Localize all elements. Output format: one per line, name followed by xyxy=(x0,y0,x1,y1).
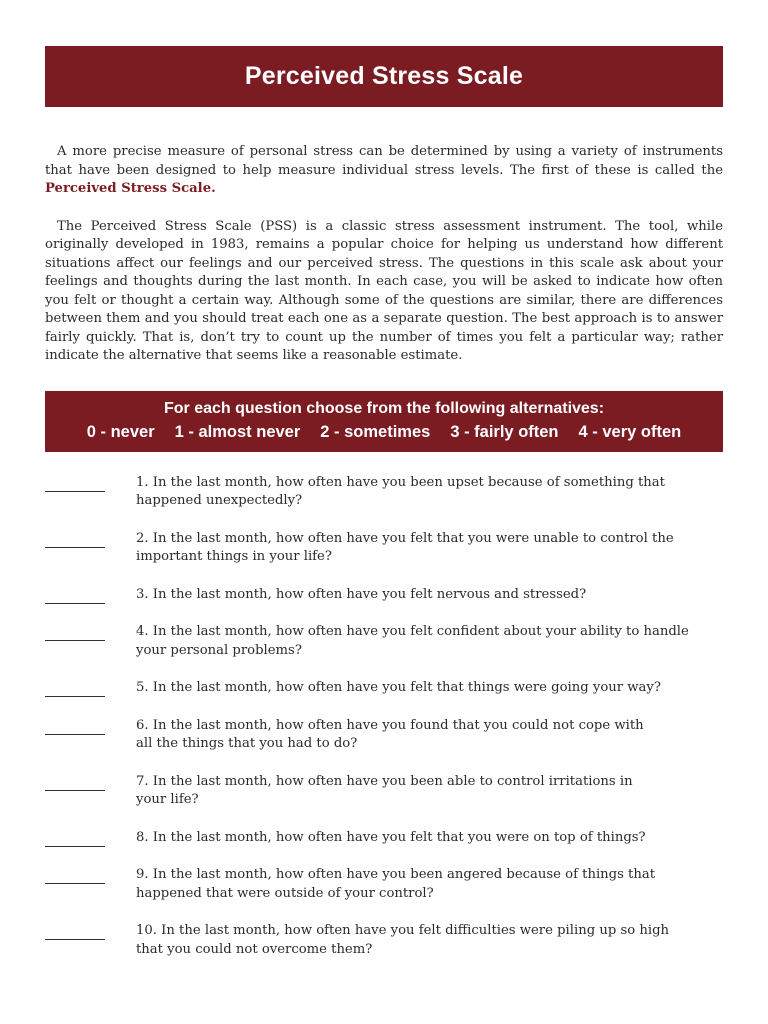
question-item xyxy=(45,586,723,605)
question-item xyxy=(45,717,723,754)
question-text: 8. In the last month, how often have you felt that you were on top of things? xyxy=(136,829,646,845)
option-never: 0 - never xyxy=(86,423,155,441)
document-page xyxy=(45,46,723,978)
alternatives-banner xyxy=(45,391,723,452)
alternatives-heading: For each question choose from the following alternatives: xyxy=(163,400,605,417)
answer-blank[interactable] xyxy=(45,774,105,791)
question-text: 5. In the last month, how often have you felt that things were going your way? xyxy=(136,680,661,695)
title-banner xyxy=(45,46,723,107)
option-almost-never: 1 - almost never xyxy=(174,423,301,441)
question-text: 10. In the last month, how often have you felt difficulties were piling up so high that you could not overcome them? xyxy=(136,923,670,957)
page-title: Perceived Stress Scale xyxy=(244,62,524,90)
question-item xyxy=(45,679,723,698)
option-fairly-often: 3 - fairly often xyxy=(450,423,559,441)
question-item xyxy=(45,530,723,567)
question-text: 9. In the last month, how often have you been angered because of things that happened that were outside of your control? xyxy=(136,867,656,901)
option-very-often: 4 - very often xyxy=(578,423,682,441)
intro-paragraph-1-text: A more precise measure of personal stress can be determined by using a variety of instruments that have been designed to help measure individual stress levels. The first of these is called the xyxy=(45,144,723,178)
intro-paragraph-1 xyxy=(45,143,723,199)
question-text: 7. In the last month, how often have you been able to control irritations in your life? xyxy=(136,773,633,807)
question-text: 4. In the last month, how often have you felt confident about your ability to handle your personal problems? xyxy=(136,624,689,658)
question-text: 1. In the last month, how often have you been upset because of something that happened unexpectedly? xyxy=(136,474,665,508)
answer-blank[interactable] xyxy=(45,718,105,735)
question-item xyxy=(45,623,723,660)
answer-blank[interactable] xyxy=(45,475,105,492)
question-item xyxy=(45,922,723,959)
question-item xyxy=(45,474,723,511)
question-text: 2. In the last month, how often have you felt that you were unable to control the important things in your life? xyxy=(136,530,674,564)
question-text: 6. In the last month, how often have you found that you could not cope with all the things that you had to do? xyxy=(136,717,644,751)
scale-name-highlight: Perceived Stress Scale. xyxy=(45,181,216,196)
intro-section xyxy=(45,143,723,366)
option-sometimes: 2 - sometimes xyxy=(320,423,431,441)
intro-paragraph-2: The Perceived Stress Scale (PSS) is a classic stress assessment instrument. The tool, while originally developed in 1983, remains a popular choice for helping us understand how different situations affect our feelings and our perceived stress. The questions in this scale ask about your feelings and thoughts during the last month. In each case, you will be asked to indicate how often you felt or thought a certain way. Although some of the questions are similar, there are differences between them and you should treat each one as a separate question. The best approach is to answer fairly quickly. That is, don’t try to count up the number of times you felt a particular way; rather indicate the alternative that seems like a reasonable estimate. xyxy=(45,218,723,363)
answer-blank[interactable] xyxy=(45,680,105,697)
answer-blank[interactable] xyxy=(45,531,105,548)
question-item xyxy=(45,773,723,810)
answer-blank[interactable] xyxy=(45,923,105,940)
answer-blank[interactable] xyxy=(45,867,105,884)
question-item xyxy=(45,866,723,903)
answer-blank[interactable] xyxy=(45,830,105,847)
question-list xyxy=(45,474,723,960)
question-text: 3. In the last month, how often have you felt nervous and stressed? xyxy=(136,586,587,602)
answer-blank[interactable] xyxy=(45,624,105,641)
alternatives-options xyxy=(87,420,681,444)
answer-blank[interactable] xyxy=(45,587,105,604)
question-item xyxy=(45,829,723,848)
